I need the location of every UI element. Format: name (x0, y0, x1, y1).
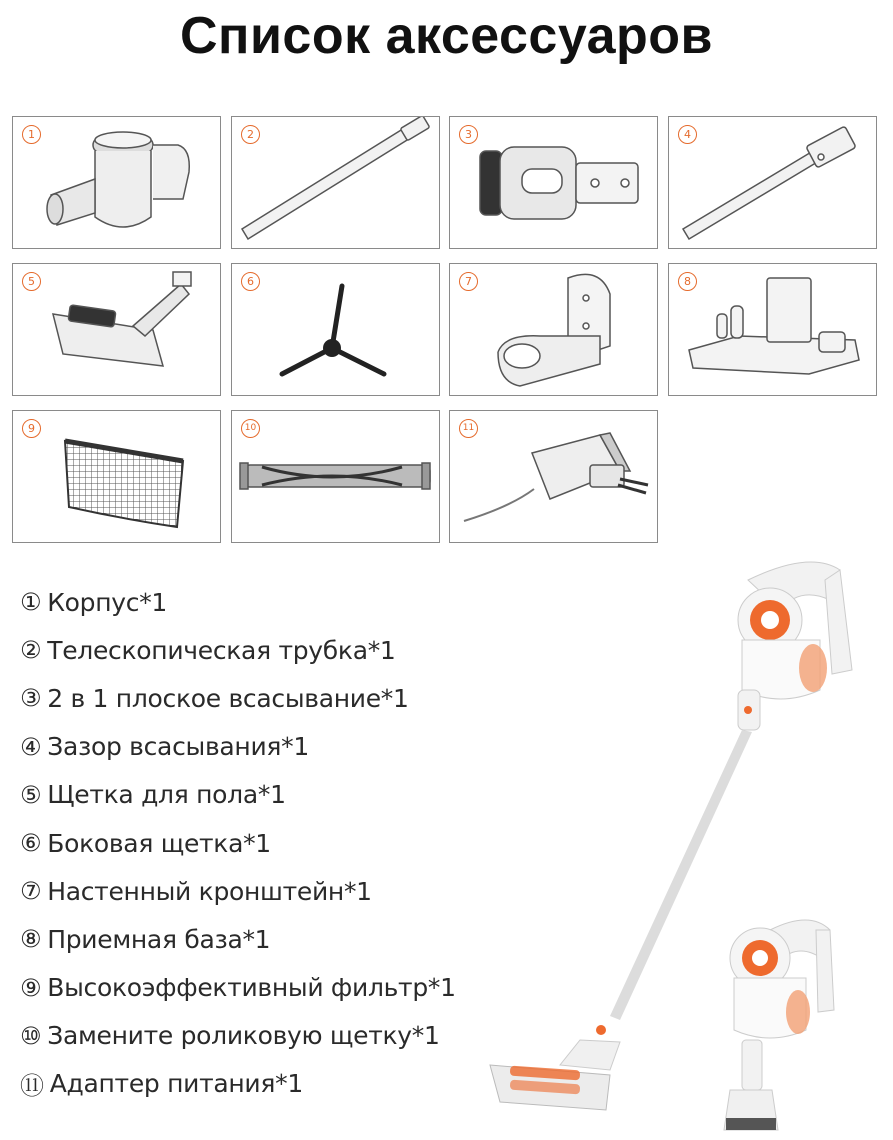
list-item-label: Телескопическая трубка*1 (47, 635, 396, 665)
list-item-label: Высокоэффективный фильтр*1 (47, 973, 456, 1003)
page-title: Список аксессуаров (180, 7, 713, 65)
list-item-label: Настенный кронштейн*1 (47, 876, 372, 906)
item-number-badge: 4 (678, 125, 697, 144)
accessory-cell-2 (231, 116, 440, 249)
list-item (20, 819, 456, 867)
item-number-badge: 10 (241, 419, 260, 438)
list-item (20, 771, 456, 819)
telescopic-tube-icon (232, 117, 439, 248)
item-number-badge: 11 (459, 419, 478, 438)
accessory-cell-7 (449, 263, 658, 396)
hepa-filter-icon (13, 411, 220, 542)
number-circle: ⑪ (20, 1072, 44, 1101)
list-item (20, 964, 456, 1012)
floor-brush-icon (13, 264, 220, 395)
accessory-cell-3 (449, 116, 658, 249)
number-circle: ③ (20, 684, 42, 713)
list-item-label: Замените роликовую щетку*1 (47, 1021, 440, 1051)
accessory-cell-10 (231, 410, 440, 543)
number-circle: ⑤ (20, 780, 42, 809)
list-item (20, 1012, 456, 1060)
number-circle: ⑦ (20, 877, 42, 906)
list-item (20, 626, 456, 674)
crevice-nozzle-icon (669, 117, 876, 248)
item-number-badge: 5 (22, 272, 41, 291)
number-circle: ④ (20, 732, 42, 761)
list-item (20, 867, 456, 915)
number-circle: ② (20, 636, 42, 665)
number-circle: ⑧ (20, 925, 42, 954)
vacuum-cleaner-image (480, 550, 893, 1140)
item-number-badge: 1 (22, 125, 41, 144)
roller-brush-icon (232, 411, 439, 542)
number-circle: ⑩ (20, 1021, 42, 1050)
accessory-cell-4 (668, 116, 877, 249)
item-number-badge: 7 (459, 272, 478, 291)
wall-bracket-icon (450, 264, 657, 395)
list-item-label: Боковая щетка*1 (47, 828, 271, 858)
number-circle: ⑨ (20, 973, 42, 1002)
list-item-label: Адаптер питания*1 (49, 1069, 303, 1099)
item-number-badge: 3 (459, 125, 478, 144)
list-item-label: Корпус*1 (47, 587, 168, 617)
item-number-badge: 9 (22, 419, 41, 438)
list-item-label: Щетка для пола*1 (47, 780, 286, 810)
accessory-cell-5 (12, 263, 221, 396)
accessory-cell-6 (231, 263, 440, 396)
list-item (20, 674, 456, 722)
list-item (20, 915, 456, 963)
handheld-vacuum-icon (724, 920, 834, 1130)
accessory-cell-1 (12, 116, 221, 249)
item-number-badge: 6 (241, 272, 260, 291)
accessory-list (20, 578, 456, 1108)
charging-base-icon (669, 264, 876, 395)
number-circle: ① (20, 588, 42, 617)
list-item-label: 2 в 1 плоское всасывание*1 (47, 683, 409, 713)
accessory-cell-9 (12, 410, 221, 543)
list-item (20, 578, 456, 626)
list-item (20, 1060, 456, 1108)
number-circle: ⑥ (20, 829, 42, 858)
vacuum-body-icon (13, 117, 220, 248)
accessory-cell-11 (449, 410, 658, 543)
item-number-badge: 8 (678, 272, 697, 291)
list-item-label: Зазор всасывания*1 (47, 732, 309, 762)
accessory-cell-8 (668, 263, 877, 396)
list-item-label: Приемная база*1 (47, 924, 271, 954)
list-item (20, 723, 456, 771)
crevice-brush-icon (450, 117, 657, 248)
item-number-badge: 2 (241, 125, 260, 144)
power-adapter-icon (450, 411, 657, 542)
side-brush-icon (232, 264, 439, 395)
